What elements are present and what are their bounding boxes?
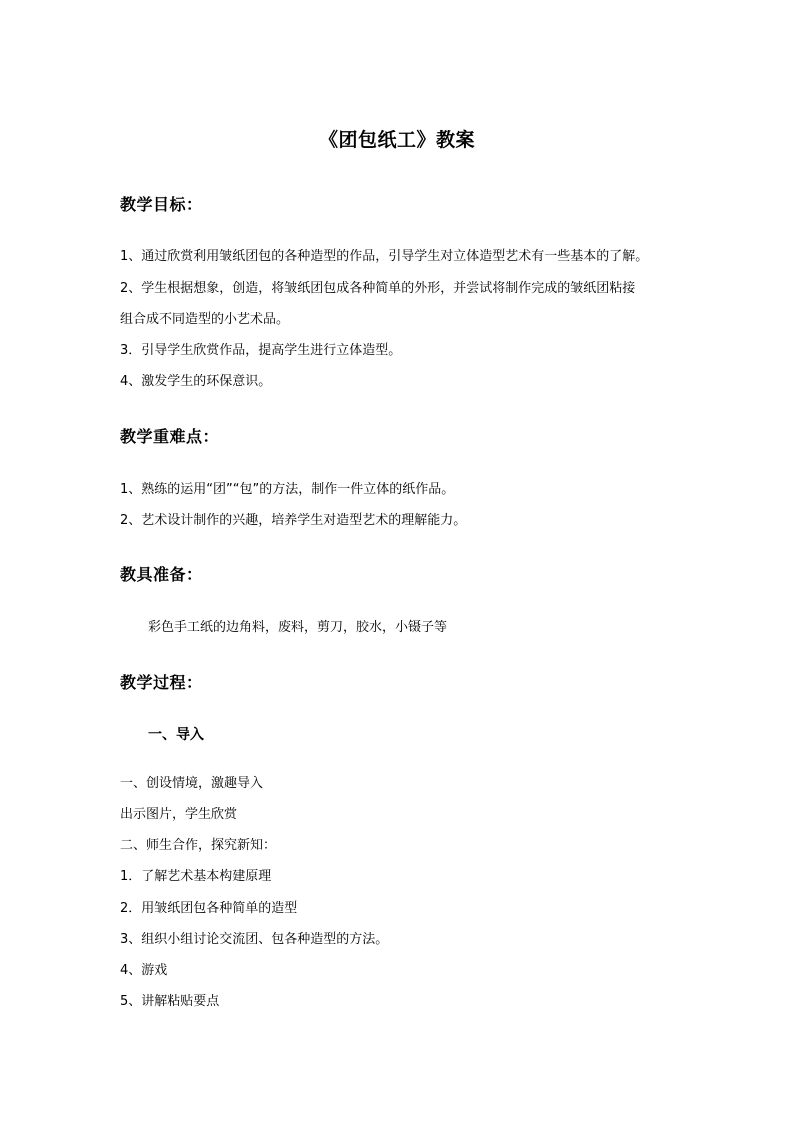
objective-item-4: 4、激发学生的环保意识。 [120, 374, 272, 389]
objective-item-2-continued: 组合成不同造型的小艺术品。 [120, 312, 290, 327]
process-item-5: 2．用皱纸团包各种简单的造型 [120, 901, 298, 916]
process-heading: 教学过程： [120, 673, 203, 692]
materials-text: 彩色手工纸的边角料，废料，剪刀，胶水，小镊子等 [148, 620, 448, 635]
process-item-7: 4、游戏 [120, 963, 168, 978]
key-points-heading: 教学重难点： [120, 427, 220, 446]
process-item-2: 出示图片，学生欣赏 [120, 807, 238, 822]
process-section-intro: 一、导入 [148, 727, 204, 743]
process-item-3: 二、师生合作，探究新知： [120, 838, 277, 853]
objective-item-2: 2、学生根据想象，创造，将皱纸团包成各种简单的外形，并尝试将制作完成的皱纸团粘接 [120, 281, 636, 296]
objective-item-3: 3．引导学生欣赏作品，提高学生进行立体造型。 [120, 343, 402, 358]
objective-item-1: 1、通过欣赏利用皱纸团包的各种造型的作品，引导学生对立体造型艺术有一些基本的了解。 [120, 249, 649, 264]
key-point-item-2: 2、艺术设计制作的兴趣，培养学生对造型艺术的理解能力。 [120, 513, 467, 528]
key-point-item-1: 1、熟练的运用“团”“包”的方法，制作一件立体的纸作品。 [120, 482, 455, 497]
process-item-6: 3、组织小组讨论交流团、包各种造型的方法。 [120, 932, 389, 947]
process-item-8: 5、讲解粘贴要点 [120, 994, 220, 1009]
objectives-heading: 教学目标： [120, 195, 203, 214]
process-item-4: 1．了解艺术基本构建原理 [120, 869, 272, 884]
process-item-1: 一、创设情境，激趣导入 [120, 776, 264, 791]
document-title: 《团包纸工》教案 [318, 129, 475, 151]
materials-heading: 教具准备： [120, 565, 203, 584]
